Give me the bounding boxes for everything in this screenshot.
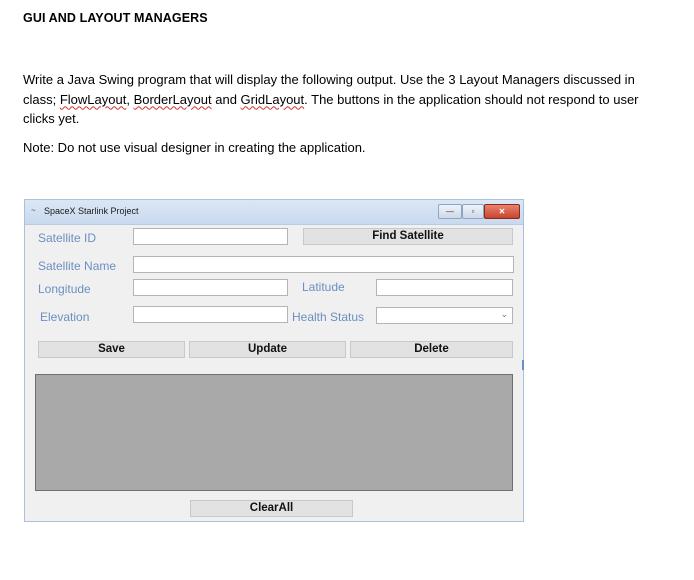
app-window-screenshot <box>24 199 524 522</box>
window-title: SpaceX Starlink Project <box>44 206 139 216</box>
app-icon: ~ <box>31 206 36 215</box>
assignment-heading: GUI AND LAYOUT MANAGERS <box>23 11 208 25</box>
satellite-id-input[interactable] <box>133 228 288 245</box>
gridlayout-term: GridLayout <box>240 91 305 107</box>
window-titlebar <box>25 200 523 225</box>
assignment-instructions <box>23 70 663 129</box>
delete-button[interactable]: Delete <box>350 341 513 358</box>
health-status-label: Health Status <box>292 310 365 324</box>
clear-all-button[interactable]: ClearAll <box>190 500 353 517</box>
borderlayout-term: BorderLayout <box>133 91 212 107</box>
maximize-button[interactable]: ▫ <box>462 204 484 219</box>
save-button[interactable]: Save <box>38 341 185 358</box>
longitude-label: Longitude <box>38 282 91 296</box>
latitude-label: Latitude <box>302 280 345 294</box>
instructions-text-1: Write a Java Swing program that will display the following output. Use the 3 Layout Managers discussed in class; <box>23 72 635 107</box>
minimize-button[interactable]: — <box>438 204 462 219</box>
close-button[interactable]: ✕ <box>484 204 520 219</box>
latitude-input[interactable] <box>376 279 513 296</box>
window-edge-marker <box>522 360 524 370</box>
satellite-name-input[interactable] <box>133 256 514 273</box>
health-status-select[interactable] <box>376 307 513 324</box>
instructions-and: and <box>211 91 241 107</box>
satellite-id-label: Satellite ID <box>38 231 97 245</box>
find-satellite-button[interactable]: Find Satellite <box>303 228 513 245</box>
satellite-name-label: Satellite Name <box>38 259 117 273</box>
assignment-note: Note: Do not use visual designer in creating the application. <box>23 140 366 155</box>
instructions-text-2: . The buttons in the application should not respond to user clicks yet. <box>23 91 639 126</box>
elevation-input[interactable] <box>133 306 288 323</box>
elevation-label: Elevation <box>40 310 90 324</box>
flowlayout-term: FlowLayout <box>59 91 127 107</box>
longitude-input[interactable] <box>133 279 288 296</box>
chevron-down-icon: ⌄ <box>500 309 508 319</box>
instructions-separator: , <box>126 91 134 107</box>
output-panel <box>35 374 513 491</box>
update-button[interactable]: Update <box>189 341 346 358</box>
